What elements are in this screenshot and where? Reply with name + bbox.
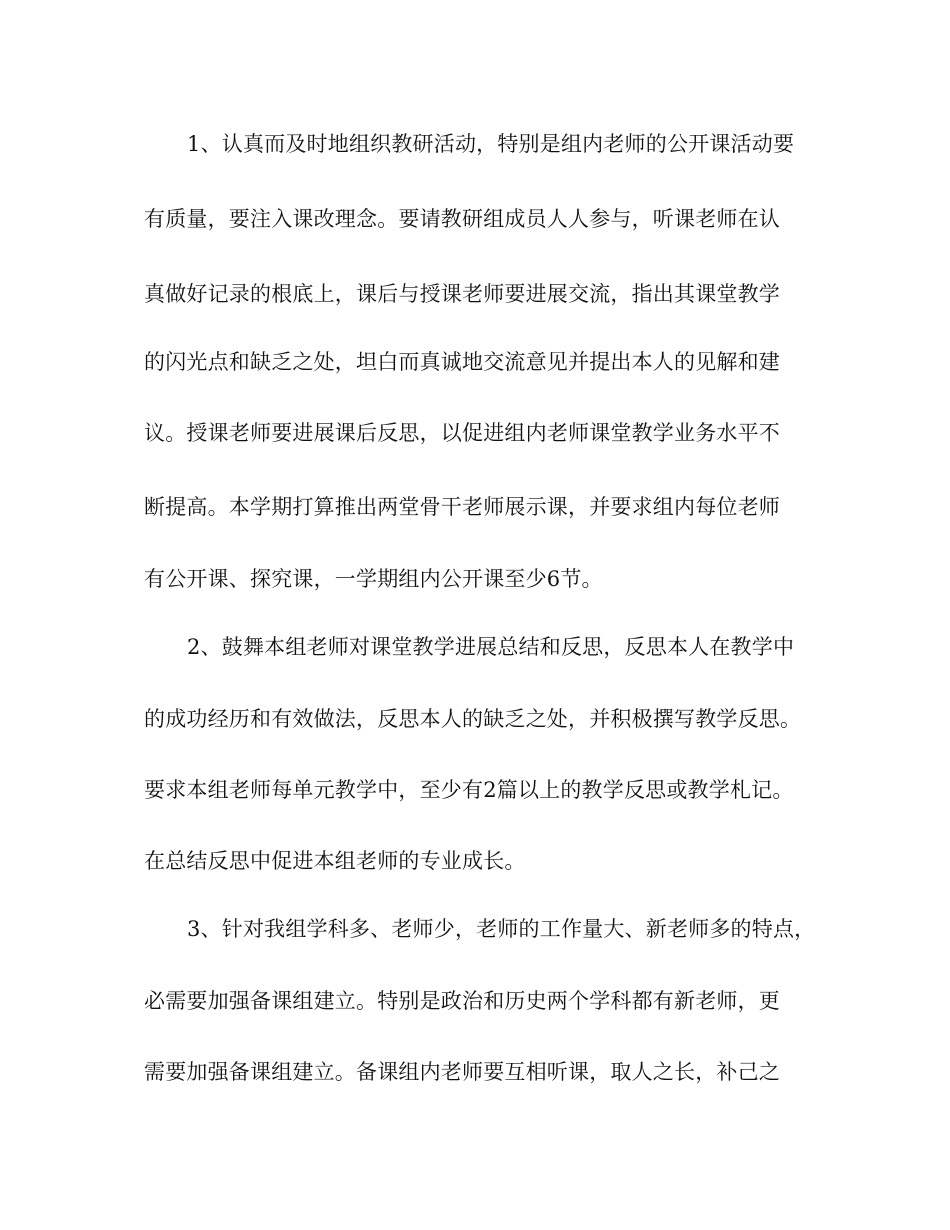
paragraph-1-line-1: 1、认真而及时地组织教研活动，特别是组内老师的公开课活动要 <box>187 132 795 156</box>
paragraph-2-line-4: 在总结反思中促进本组老师的专业成长。 <box>144 849 526 873</box>
paragraph-1-line-3: 真做好记录的根底上，课后与授课老师要进展交流，指出其课堂教学 <box>144 282 780 306</box>
paragraph-3-line-1: 3、针对我组学科多、老师少，老师的工作量大、新老师多的特点， <box>187 917 816 941</box>
paragraph-1-line-6: 断提高。本学期打算推出两堂骨干老师展示课，并要求组内每位老师 <box>144 495 780 519</box>
paragraph-2-line-2: 的成功经历和有效做法，反思本人的缺乏之处，并积极撰写教学反思。 <box>144 707 802 731</box>
paragraph-1-line-5: 议。授课老师要进展课后反思，以促进组内老师课堂教学业务水平不 <box>144 421 780 445</box>
paragraph-1-line-7: 有公开课、探究课，一学期组内公开课至少6节。 <box>144 567 603 591</box>
paragraph-1-line-4: 的闪光点和缺乏之处，坦白而真诚地交流意见并提出本人的见解和建 <box>144 350 780 374</box>
paragraph-3-line-2: 必需要加强备课组建立。特别是政治和历史两个学科都有新老师，更 <box>144 989 780 1013</box>
paragraph-2-line-1: 2、鼓舞本组老师对课堂教学进展总结和反思，反思本人在教学中 <box>187 635 795 659</box>
paragraph-1-line-2: 有质量，要注入课改理念。要请教研组成员人人参与，听课老师在认 <box>144 207 780 231</box>
paragraph-2-line-3: 要求本组老师每单元教学中，至少有2篇以上的教学反思或教学札记。 <box>144 778 794 802</box>
paragraph-3-line-3: 需要加强备课组建立。备课组内老师要互相听课，取人之长，补己之 <box>144 1060 780 1084</box>
